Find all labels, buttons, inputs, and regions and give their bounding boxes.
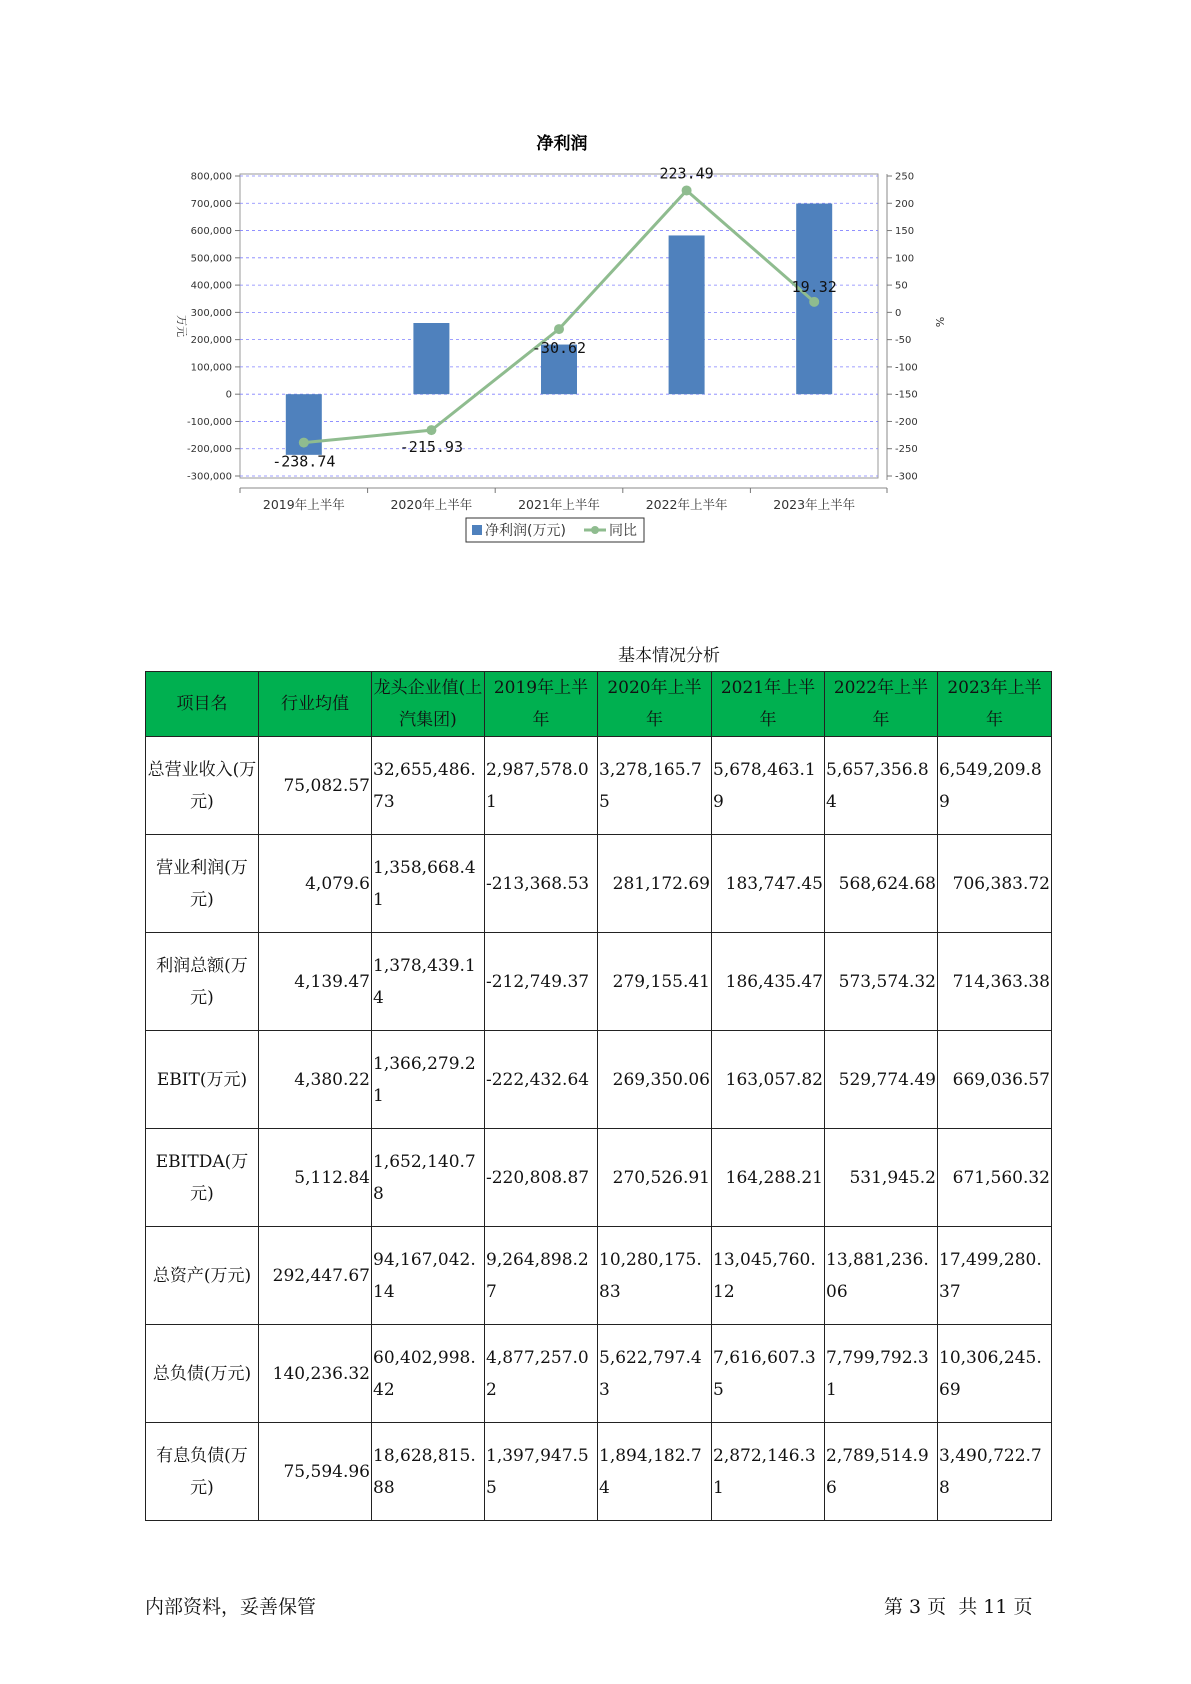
table-cell: 5,622,797.43: [598, 1325, 712, 1423]
table-row: [146, 1423, 1052, 1521]
y-left-tick-label: -100,000: [187, 416, 232, 428]
y-right-axis-label: %: [933, 316, 946, 328]
table-header-cell: 2020年上半年: [598, 672, 712, 737]
table-cell: -220,808.87: [485, 1129, 598, 1227]
table-cell: 140,236.32: [259, 1325, 372, 1423]
data-label-yoy: -30.62: [531, 339, 587, 358]
table-cell: 183,747.45: [712, 835, 825, 933]
y-right-tick-label: -200: [895, 416, 918, 428]
table-cell: 9,264,898.27: [485, 1227, 598, 1325]
bar-net-profit: [669, 235, 705, 394]
table-row: [146, 1031, 1052, 1129]
y-left-tick-label: 100,000: [190, 362, 232, 374]
bar-net-profit: [413, 323, 449, 394]
net-profit-chart: [150, 130, 1050, 600]
table-cell: 292,447.67: [259, 1227, 372, 1325]
table-header-cell: 行业均值: [259, 672, 372, 737]
row-label-cell: 有息负债(万元): [146, 1423, 259, 1521]
legend-bar-swatch: [472, 525, 482, 535]
table-row: [146, 1325, 1052, 1423]
y-left-tick-label: 0: [225, 389, 232, 401]
x-tick-label: 2021年上半年: [518, 497, 600, 512]
table-header-row: [146, 672, 1052, 737]
table-caption: [145, 641, 1191, 666]
table-cell: 4,139.47: [259, 933, 372, 1031]
point-yoy: [682, 185, 692, 195]
row-label-cell: 营业利润(万元): [146, 835, 259, 933]
table-cell: 2,987,578.01: [485, 737, 598, 835]
x-tick-label: 2019年上半年: [262, 497, 345, 512]
table-row: [146, 933, 1052, 1031]
y-left-axis-label: 万元: [175, 315, 188, 337]
row-label-cell: 利润总额(万元): [146, 933, 259, 1031]
table-cell: 568,624.68: [825, 835, 938, 933]
table-cell: 1,397,947.55: [485, 1423, 598, 1521]
y-right-tick-label: 200: [895, 198, 915, 210]
row-label-cell: EBITDA(万元): [146, 1129, 259, 1227]
table-cell: 531,945.2: [825, 1129, 938, 1227]
table-header-cell: 2022年上半年: [825, 672, 938, 737]
point-yoy: [426, 425, 436, 435]
table-cell: 706,383.72: [938, 835, 1052, 933]
table-row: [146, 1227, 1052, 1325]
table-cell: 4,079.6: [259, 835, 372, 933]
line-yoy: [304, 190, 814, 442]
y-right-tick-label: -250: [895, 444, 918, 456]
row-label-cell: 总资产(万元): [146, 1227, 259, 1325]
footer-confidential: 内部资料，妥善保管: [145, 1596, 317, 1618]
y-left-tick-label: 400,000: [190, 280, 232, 292]
y-right-tick-label: 250: [895, 171, 915, 183]
table-cell: 3,490,722.78: [938, 1423, 1052, 1521]
table-cell: 164,288.21: [712, 1129, 825, 1227]
y-right-tick-label: 0: [895, 307, 902, 319]
table-cell: 17,499,280.37: [938, 1227, 1052, 1325]
table-cell: 13,881,236.06: [825, 1227, 938, 1325]
table-cell: 4,380.22: [259, 1031, 372, 1129]
table-cell: 281,172.69: [598, 835, 712, 933]
legend-bar-label: 净利润(万元): [485, 523, 566, 539]
table-cell: -222,432.64: [485, 1031, 598, 1129]
table-cell: 1,358,668.41: [372, 835, 485, 933]
x-tick-label: 2023年上半年: [773, 497, 856, 512]
table-row: [146, 737, 1052, 835]
table-caption-text: 基本情况分析: [618, 646, 720, 666]
data-label-yoy: 19.32: [791, 277, 837, 296]
legend-line-marker: [591, 526, 599, 534]
table-cell: 1,652,140.78: [372, 1129, 485, 1227]
table-cell: 671,560.32: [938, 1129, 1052, 1227]
table-cell: 573,574.32: [825, 933, 938, 1031]
table-cell: 18,628,815.88: [372, 1423, 485, 1521]
y-right-tick-label: 100: [895, 253, 915, 265]
table-cell: 75,594.96: [259, 1423, 372, 1521]
table-cell: 4,877,257.02: [485, 1325, 598, 1423]
table-cell: 529,774.49: [825, 1031, 938, 1129]
table-cell: 94,167,042.14: [372, 1227, 485, 1325]
x-tick-label: 2022年上半年: [645, 497, 728, 512]
basic-analysis-table: [145, 671, 1052, 1521]
table-row: [146, 1129, 1052, 1227]
table-cell: 7,616,607.35: [712, 1325, 825, 1423]
legend-line-label: 同比: [609, 523, 637, 539]
y-left-tick-label: 200,000: [190, 335, 232, 347]
table-cell: 10,306,245.69: [938, 1325, 1052, 1423]
table-cell: 2,872,146.31: [712, 1423, 825, 1521]
table-cell: 270,526.91: [598, 1129, 712, 1227]
y-left-tick-label: 300,000: [190, 307, 232, 319]
y-right-tick-label: -300: [895, 471, 918, 483]
row-label-cell: 总负债(万元): [146, 1325, 259, 1423]
row-label-cell: 总营业收入(万元): [146, 737, 259, 835]
point-yoy: [554, 324, 564, 334]
y-right-tick-label: 50: [895, 280, 908, 292]
table-cell: 6,549,209.89: [938, 737, 1052, 835]
x-tick-label: 2020年上半年: [390, 497, 473, 512]
table-cell: -212,749.37: [485, 933, 598, 1031]
table-cell: 714,363.38: [938, 933, 1052, 1031]
table-cell: 5,112.84: [259, 1129, 372, 1227]
y-left-tick-label: 800,000: [190, 171, 232, 183]
table-cell: 669,036.57: [938, 1031, 1052, 1129]
chart-canvas: [150, 130, 1050, 600]
table-cell: -213,368.53: [485, 835, 598, 933]
y-left-tick-label: -200,000: [187, 444, 232, 456]
point-yoy: [809, 297, 819, 307]
table-cell: 10,280,175.83: [598, 1227, 712, 1325]
table-cell: 75,082.57: [259, 737, 372, 835]
chart-title: 净利润: [536, 134, 588, 154]
table-cell: 2,789,514.96: [825, 1423, 938, 1521]
table-cell: 1,894,182.74: [598, 1423, 712, 1521]
table-cell: 1,378,439.14: [372, 933, 485, 1031]
table-header-cell: 2019年上半年: [485, 672, 598, 737]
data-label-yoy: -215.93: [399, 438, 464, 457]
y-right-tick-label: 150: [895, 226, 915, 238]
table-cell: 13,045,760.12: [712, 1227, 825, 1325]
y-right-tick-label: -50: [895, 335, 912, 347]
table-cell: 3,278,165.75: [598, 737, 712, 835]
table-cell: 269,350.06: [598, 1031, 712, 1129]
table-cell: 32,655,486.73: [372, 737, 485, 835]
footer-page-number: 第 3 页 共 11 页: [884, 1596, 1033, 1618]
table-cell: 5,657,356.84: [825, 737, 938, 835]
point-yoy: [299, 438, 309, 448]
y-left-tick-label: 700,000: [190, 198, 232, 210]
y-right-tick-label: -150: [895, 389, 918, 401]
table-cell: 60,402,998.42: [372, 1325, 485, 1423]
table-header-cell: 龙头企业值(上汽集团): [372, 672, 485, 737]
y-right-tick-label: -100: [895, 362, 918, 374]
table-header-cell: 项目名: [146, 672, 259, 737]
table-cell: 7,799,792.31: [825, 1325, 938, 1423]
table-body: [146, 737, 1052, 1521]
data-label-yoy: 223.49: [659, 164, 714, 183]
data-label-yoy: -238.74: [272, 452, 336, 471]
table-cell: 186,435.47: [712, 933, 825, 1031]
row-label-cell: EBIT(万元): [146, 1031, 259, 1129]
y-left-tick-label: 600,000: [190, 226, 232, 238]
table-cell: 5,678,463.19: [712, 737, 825, 835]
y-left-tick-label: -300,000: [187, 471, 232, 483]
y-left-tick-label: 500,000: [190, 253, 232, 265]
table-cell: 279,155.41: [598, 933, 712, 1031]
table-cell: 1,366,279.21: [372, 1031, 485, 1129]
table-cell: 163,057.82: [712, 1031, 825, 1129]
table-row: [146, 835, 1052, 933]
table-header-cell: 2023年上半年: [938, 672, 1052, 737]
table-header-cell: 2021年上半年: [712, 672, 825, 737]
